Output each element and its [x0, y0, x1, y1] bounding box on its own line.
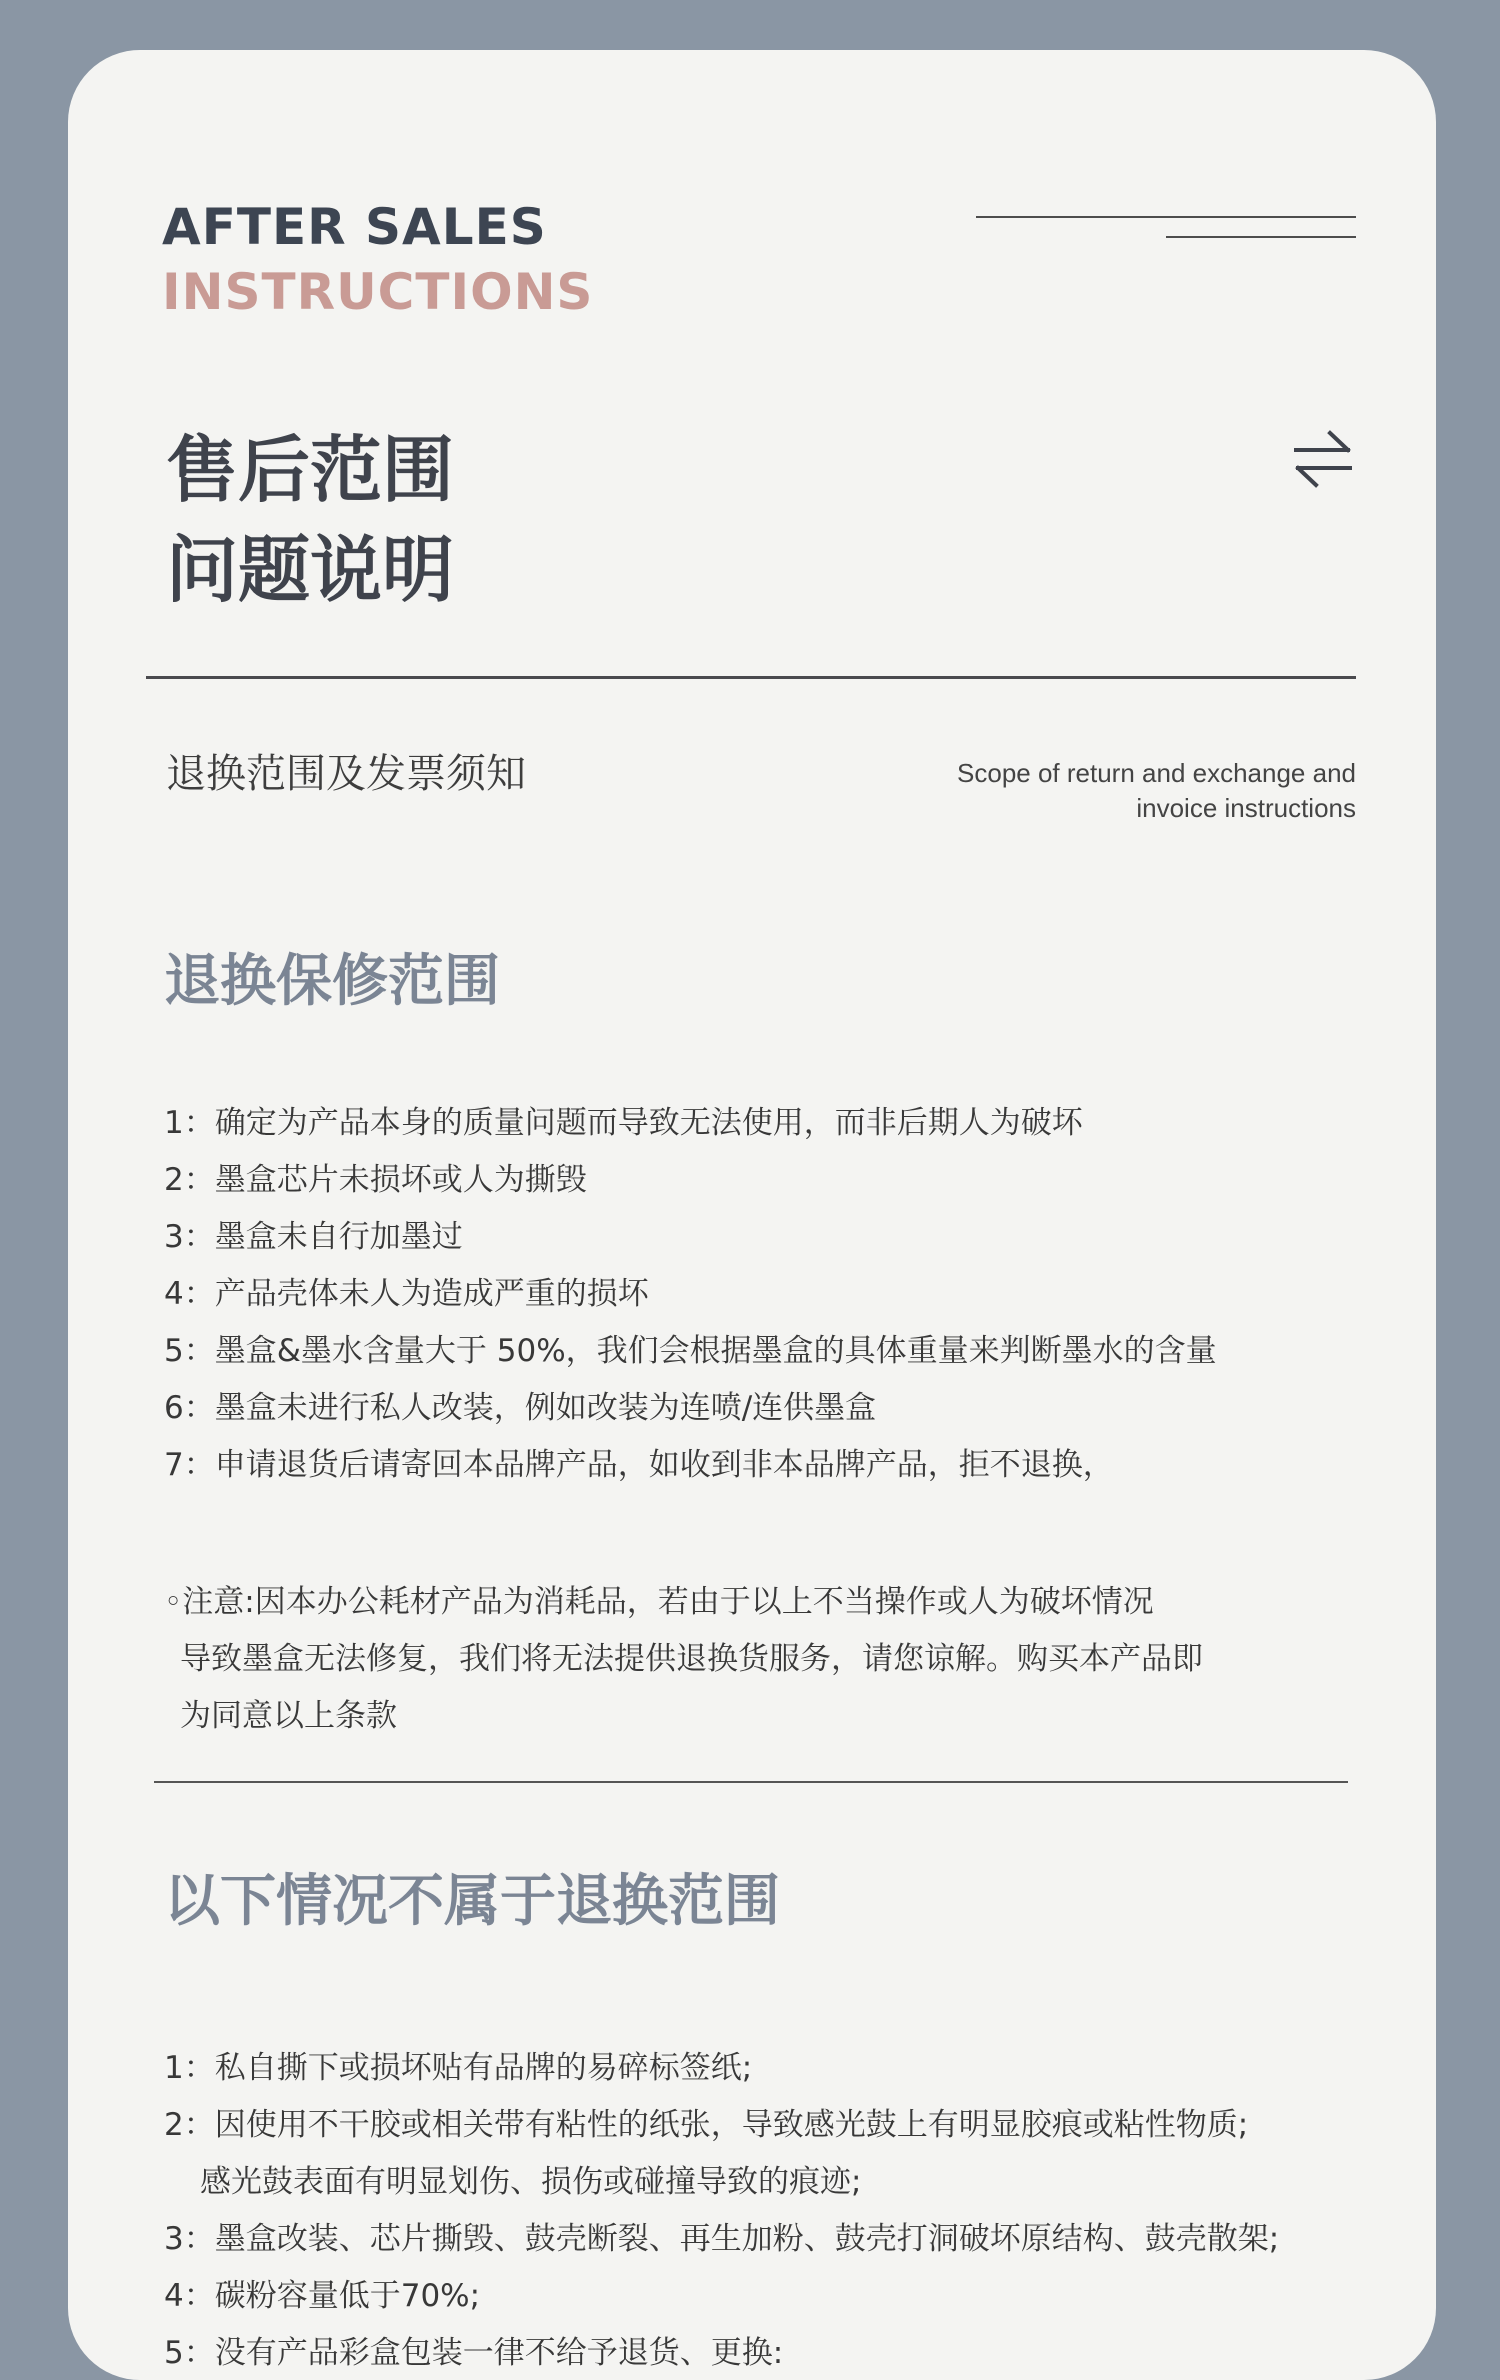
list-item: 4：碳粉容量低于70%;	[164, 2278, 481, 2314]
subheader-cn: 退换范围及发票须知	[166, 751, 526, 797]
decorative-line-short	[1166, 236, 1356, 238]
title-en-instructions: INSTRUCTIONS	[162, 263, 594, 321]
excluded-list	[164, 2040, 1279, 2380]
subheader-en-line2: invoice instructions	[1136, 793, 1356, 823]
list-item: 1：确定为产品本身的质量问题而导致无法使用，而非后期人为破坏	[164, 1105, 1083, 1141]
subheader-en	[957, 756, 1356, 826]
notice-line: ◦注意:因本办公耗材产品为消耗品，若由于以上不当操作或人为破坏情况	[164, 1584, 1154, 1620]
section-title-return-scope: 退换保修范围	[164, 949, 500, 1014]
section-title-excluded: 以下情况不属于退换范围	[164, 1869, 780, 1934]
page-title-cn	[166, 420, 454, 620]
list-item-continuation: 感光鼓表面有明显划伤、损伤或碰撞导致的痕迹;	[200, 2164, 862, 2200]
list-item: 3：墨盒未自行加墨过	[164, 1219, 463, 1255]
subheader-en-line1: Scope of return and exchange and	[957, 758, 1356, 788]
notice-line: 为同意以上条款	[180, 1698, 397, 1734]
divider	[146, 676, 1356, 679]
notice-line: 导致墨盒无法修复，我们将无法提供退换货服务，请您谅解。购买本产品即	[180, 1641, 1203, 1677]
list-item: 5：墨盒&墨水含量大于 50%，我们会根据墨盒的具体重量来判断墨水的含量	[164, 1333, 1217, 1369]
divider	[154, 1781, 1348, 1783]
return-scope-list	[164, 1095, 1217, 1494]
list-item: 2：因使用不干胶或相关带有粘性的纸张，导致感光鼓上有明显胶痕或粘性物质;	[164, 2107, 1249, 2143]
decorative-line	[976, 216, 1356, 218]
swap-arrows-icon	[1292, 428, 1354, 490]
list-item: 4：产品壳体未人为造成严重的损坏	[164, 1276, 649, 1312]
title-en-after-sales: AFTER SALES	[162, 198, 547, 256]
list-item: 3：墨盒改装、芯片撕毁、鼓壳断裂、再生加粉、鼓壳打洞破坏原结构、鼓壳散架;	[164, 2221, 1280, 2257]
title-cn-line1: 售后范围	[166, 428, 455, 512]
list-item: 5：没有产品彩盒包装一律不给予退货、更换:	[164, 2335, 784, 2371]
list-item: 6：墨盒未进行私人改装，例如改装为连喷/连供墨盒	[164, 1390, 877, 1426]
list-item: 2：墨盒芯片未损坏或人为撕毁	[164, 1162, 587, 1198]
notice-text	[164, 1574, 1304, 1745]
list-item: 7：申请退货后请寄回本品牌产品，如收到非本品牌产品，拒不退换，	[164, 1447, 1114, 1483]
list-item: 1：私自撕下或损坏贴有品牌的易碎标签纸;	[164, 2050, 753, 2086]
title-cn-line2: 问题说明	[166, 528, 455, 612]
content-card	[68, 50, 1436, 2380]
